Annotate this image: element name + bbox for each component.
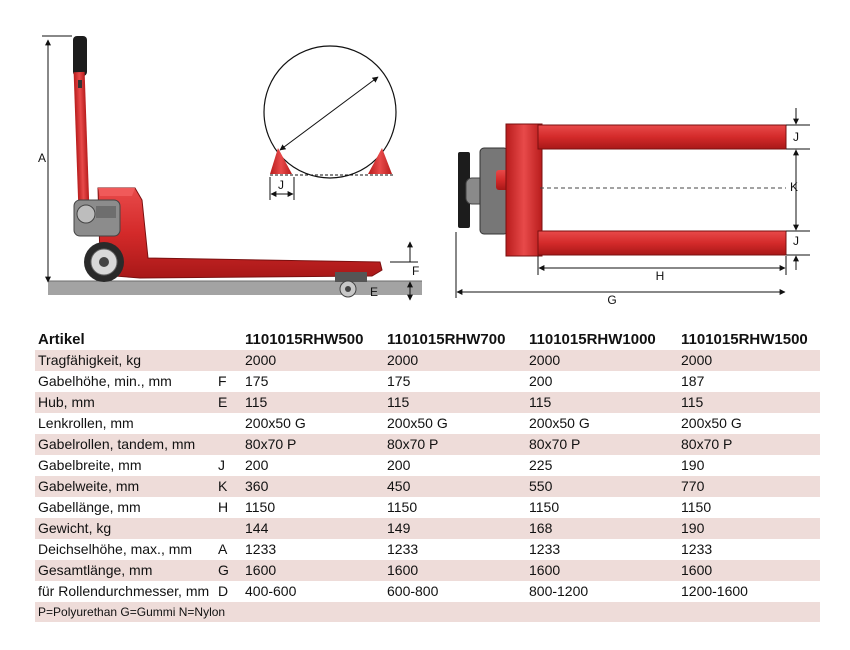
table-cell: 1150 [242,497,384,518]
table-row [35,497,820,518]
dimension-code [215,350,242,371]
header-code [215,329,242,350]
table-cell: 1200-1600 [678,581,820,602]
table-cell: 1600 [678,560,820,581]
table-row [35,392,820,413]
table-cell: 1600 [384,560,526,581]
dim-label-g: G [607,293,617,307]
header-artikel: Artikel [35,329,215,350]
header-model-1000: 1101015RHW1000 [526,329,678,350]
table-cell: 200x50 G [384,413,526,434]
dim-label-h: H [655,269,665,283]
table-cell: 80x70 P [526,434,678,455]
table-cell: 360 [242,476,384,497]
table-cell: 80x70 P [384,434,526,455]
table-row [35,413,820,434]
table-cell: 168 [526,518,678,539]
table-cell: 175 [384,371,526,392]
roll-circle [264,46,396,178]
dimension-code: G [215,560,242,581]
table-row [35,434,820,455]
dimension-code [215,413,242,434]
row-label: für Rollendurchmesser, mm [35,581,215,602]
row-label: Lenkrollen, mm [35,413,215,434]
table-cell: 1233 [384,539,526,560]
table-cell: 2000 [526,350,678,371]
table-cell: 190 [678,518,820,539]
table-row [35,539,820,560]
dimension-code: D [215,581,242,602]
table-cell: 200x50 G [678,413,820,434]
row-label: Gewicht, kg [35,518,215,539]
table-row [35,350,820,371]
row-label: Gabelbreite, mm [35,455,215,476]
table-cell: 187 [678,371,820,392]
table-cell: 550 [526,476,678,497]
row-label: Hub, mm [35,392,215,413]
table-cell: 400-600 [242,581,384,602]
handle-shaft [74,72,90,212]
table-cell: 1233 [526,539,678,560]
table-cell: 115 [242,392,384,413]
table-row [35,371,820,392]
table-cell: 1233 [678,539,820,560]
dimension-code: F [215,371,242,392]
dimension-code: A [215,539,242,560]
dimension-code: H [215,497,242,518]
fork-lower [538,231,786,255]
table-cell: 200 [384,455,526,476]
row-label: Gabelhöhe, min., mm [35,371,215,392]
row-label: Gabelrollen, tandem, mm [35,434,215,455]
dimension-code: E [215,392,242,413]
header-model-1500: 1101015RHW1500 [678,329,820,350]
table-cell: 1600 [526,560,678,581]
table-row [35,476,820,497]
dim-label-a: A [37,151,47,165]
table-cell: 200x50 G [242,413,384,434]
dimension-code: J [215,455,242,476]
table-header-row [35,329,820,350]
table-cell: 1150 [384,497,526,518]
table-cell: 800-1200 [526,581,678,602]
top-view [456,108,810,307]
table-cell: 1233 [242,539,384,560]
table-cell: 770 [678,476,820,497]
table-cell: 1600 [242,560,384,581]
table-cell: 450 [384,476,526,497]
floor [48,281,422,295]
table-cell: 200x50 G [526,413,678,434]
table-cell: 149 [384,518,526,539]
table-cell: 2000 [384,350,526,371]
table-cell: 200 [526,371,678,392]
dim-label-k: K [790,180,799,194]
dimension-code [215,434,242,455]
handle-grip [73,36,87,76]
table-row [35,455,820,476]
fork-upper [538,125,786,149]
table-cell: 175 [242,371,384,392]
table-cell: 1150 [678,497,820,518]
dim-label-j-upper: J [793,130,799,144]
table-cell: 80x70 P [242,434,384,455]
row-label: Tragfähigkeit, kg [35,350,215,371]
dim-label-j-lower: J [793,234,799,248]
table-cell: 144 [242,518,384,539]
table-cell: 115 [526,392,678,413]
table-cell: 190 [678,455,820,476]
table-cell: 600-800 [384,581,526,602]
table-cell: 2000 [678,350,820,371]
dim-label-e: E [370,285,379,299]
table-row [35,581,820,602]
chassis [98,188,382,278]
table-cell: 200 [242,455,384,476]
row-label: Gabelweite, mm [35,476,215,497]
dim-label-j-detail: J [278,178,284,192]
dimension-code: K [215,476,242,497]
header-model-700: 1101015RHW700 [384,329,526,350]
table-cell: 115 [384,392,526,413]
table-cell: 2000 [242,350,384,371]
row-label: Gesamtlänge, mm [35,560,215,581]
table-row [35,560,820,581]
top-body [506,124,542,256]
roll-detail [264,46,396,200]
table-cell: 1150 [526,497,678,518]
spec-table [35,329,820,622]
header-model-500: 1101015RHW500 [242,329,384,350]
row-label: Deichselhöhe, max., mm [35,539,215,560]
table-cell: 115 [678,392,820,413]
table-cell: 225 [526,455,678,476]
dimension-code [215,518,242,539]
table-row [35,518,820,539]
table-cell: 80x70 P [678,434,820,455]
dim-label-f: F [412,264,420,278]
footnote-row [35,602,820,622]
spec-table-body [35,350,820,602]
footnote: P=Polyurethan G=Gummi N=Nylon [35,602,820,622]
row-label: Gabellänge, mm [35,497,215,518]
